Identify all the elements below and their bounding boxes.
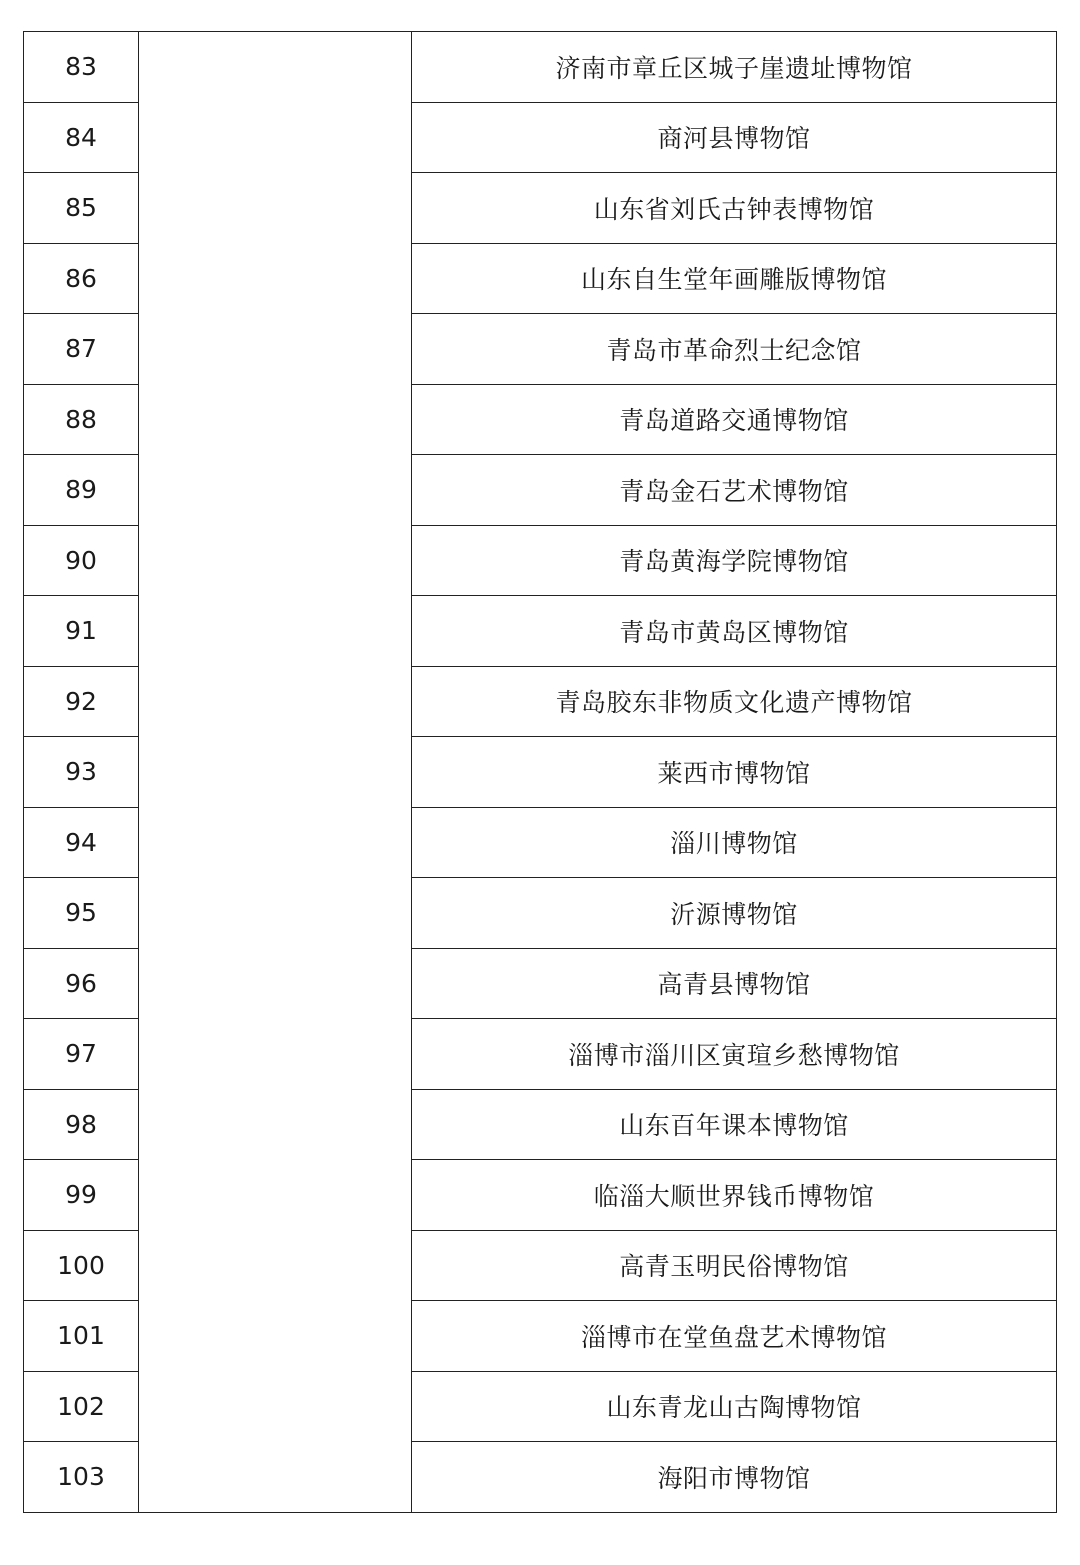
museum-name: 高青县博物馆 — [412, 948, 1057, 1019]
museum-name: 高青玉明民俗博物馆 — [412, 1230, 1057, 1301]
museum-name: 临淄大顺世界钱币博物馆 — [412, 1160, 1057, 1231]
row-number: 100 — [24, 1230, 139, 1301]
museum-name: 青岛胶东非物质文化遗产博物馆 — [412, 666, 1057, 737]
museum-list-body — [24, 32, 1057, 1513]
row-number: 88 — [24, 384, 139, 455]
row-number: 95 — [24, 878, 139, 949]
museum-name: 青岛金石艺术博物馆 — [412, 455, 1057, 526]
row-number: 102 — [24, 1371, 139, 1442]
row-number: 94 — [24, 807, 139, 878]
museum-list-table — [23, 31, 1057, 1513]
row-number: 87 — [24, 314, 139, 385]
museum-name: 山东青龙山古陶博物馆 — [412, 1371, 1057, 1442]
museum-name: 莱西市博物馆 — [412, 737, 1057, 808]
row-number: 85 — [24, 173, 139, 244]
museum-name: 青岛黄海学院博物馆 — [412, 525, 1057, 596]
row-number: 91 — [24, 596, 139, 667]
museum-name: 淄博市淄川区寅瑄乡愁博物馆 — [412, 1019, 1057, 1090]
row-number: 86 — [24, 243, 139, 314]
museum-name: 山东省刘氏古钟表博物馆 — [412, 173, 1057, 244]
museum-name: 淄博市在堂鱼盘艺术博物馆 — [412, 1301, 1057, 1372]
row-number: 90 — [24, 525, 139, 596]
row-number: 92 — [24, 666, 139, 737]
table-row — [24, 32, 1057, 103]
row-number: 101 — [24, 1301, 139, 1372]
row-number: 89 — [24, 455, 139, 526]
museum-name: 山东百年课本博物馆 — [412, 1089, 1057, 1160]
museum-name: 济南市章丘区城子崖遗址博物馆 — [412, 32, 1057, 103]
museum-name: 山东自生堂年画雕版博物馆 — [412, 243, 1057, 314]
museum-name: 商河县博物馆 — [412, 102, 1057, 173]
museum-name: 沂源博物馆 — [412, 878, 1057, 949]
row-number: 84 — [24, 102, 139, 173]
row-number: 93 — [24, 737, 139, 808]
row-number: 103 — [24, 1442, 139, 1513]
row-number: 98 — [24, 1089, 139, 1160]
row-number: 96 — [24, 948, 139, 1019]
row-number: 97 — [24, 1019, 139, 1090]
museum-name: 淄川博物馆 — [412, 807, 1057, 878]
row-number: 99 — [24, 1160, 139, 1231]
row-number: 83 — [24, 32, 139, 103]
museum-name: 青岛市黄岛区博物馆 — [412, 596, 1057, 667]
museum-name: 海阳市博物馆 — [412, 1442, 1057, 1513]
museum-name: 青岛道路交通博物馆 — [412, 384, 1057, 455]
merged-category-cell — [139, 32, 412, 1513]
museum-name: 青岛市革命烈士纪念馆 — [412, 314, 1057, 385]
